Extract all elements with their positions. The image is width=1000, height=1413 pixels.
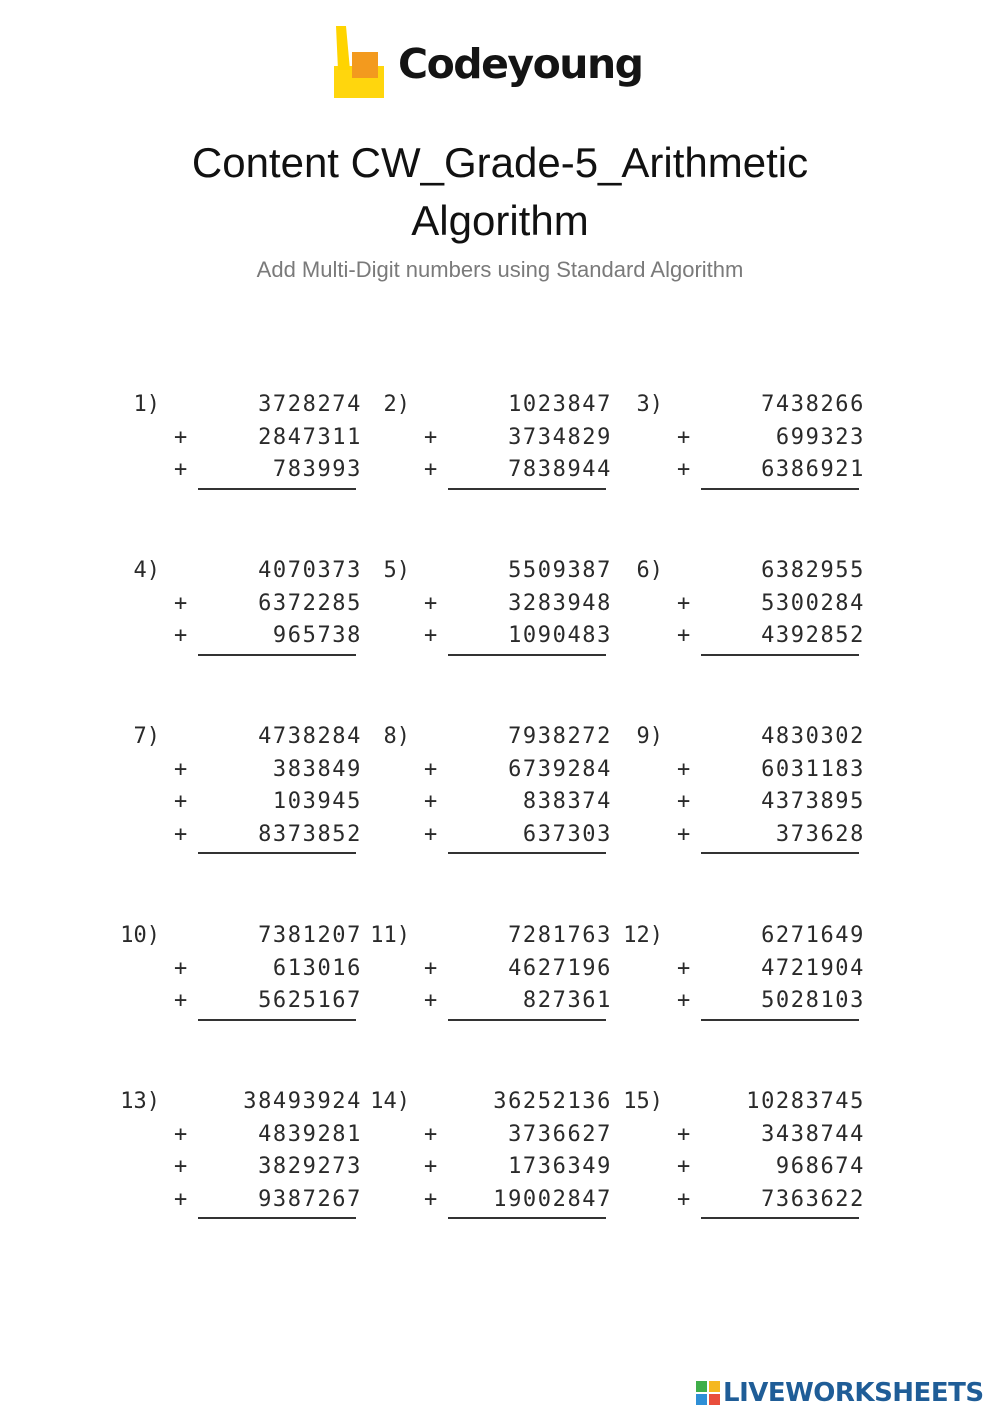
sum-line: [448, 1019, 606, 1021]
addend-value: 7363622: [761, 1186, 865, 1212]
problem-number: 11): [370, 923, 410, 948]
liveworksheets-footer: [696, 1375, 984, 1411]
plus-sign: +: [677, 821, 691, 847]
addend-value: 7938272: [508, 724, 612, 749]
plus-sign: +: [677, 1121, 691, 1147]
addend-value: 5028103: [761, 988, 865, 1013]
addend-row: [633, 1184, 873, 1217]
addend-row: [380, 588, 620, 621]
addend-value: 6372285: [258, 590, 362, 616]
addend-value: 6386921: [761, 457, 865, 482]
plus-sign: +: [174, 789, 188, 814]
problem-10: [120, 920, 370, 1018]
addend-row: [633, 953, 873, 986]
problem-5: [380, 555, 620, 653]
addend-value: 6739284: [508, 756, 612, 782]
plus-sign: +: [424, 1186, 438, 1212]
problem-number: 15): [623, 1089, 663, 1114]
plus-sign: +: [174, 590, 188, 616]
problem-13: [120, 1086, 370, 1216]
addend-value: 1736349: [508, 1154, 612, 1179]
addend-row: [380, 953, 620, 986]
addend-value: 4627196: [508, 955, 612, 981]
problem-number: 9): [636, 724, 663, 749]
addend-row: [130, 953, 370, 986]
problem-number: 4): [133, 558, 160, 583]
addend-row: [130, 1119, 370, 1152]
plus-sign: +: [174, 457, 188, 482]
page-subtitle: Add Multi-Digit numbers using Standard Algorithm: [256, 257, 744, 282]
sum-line: [701, 852, 859, 854]
addend-value: 968674: [775, 1154, 865, 1179]
addend-row: [380, 985, 620, 1018]
addend-value: 373628: [775, 821, 865, 847]
addend-row: [633, 588, 873, 621]
problem-number: 12): [623, 923, 663, 948]
problem-12: [623, 920, 873, 1018]
plus-sign: +: [424, 623, 438, 648]
addend-row: [380, 819, 620, 852]
addend-row: [130, 819, 370, 852]
problem-number: 7): [133, 724, 160, 749]
problem-14: [370, 1086, 620, 1216]
problem-6: [633, 555, 873, 653]
plus-sign: +: [424, 1121, 438, 1147]
addend-row: [633, 985, 873, 1018]
addend-value: 827361: [522, 988, 612, 1013]
plus-sign: +: [677, 590, 691, 616]
problem-8: [380, 721, 620, 851]
plus-sign: +: [424, 756, 438, 782]
addend-row: [380, 555, 620, 588]
addend-row: [130, 454, 370, 487]
plus-sign: +: [174, 955, 188, 981]
addend-row: [130, 1184, 370, 1217]
addend-value: 7281763: [508, 923, 612, 948]
addend-value: 4070373: [258, 558, 362, 583]
problem-15: [623, 1086, 873, 1216]
addend-value: 36252136: [493, 1089, 612, 1114]
addend-value: 8373852: [258, 821, 362, 847]
addend-row: [130, 985, 370, 1018]
plus-sign: +: [174, 1121, 188, 1147]
sum-line: [701, 488, 859, 490]
sum-line: [198, 1217, 356, 1219]
addend-value: 7838944: [508, 457, 612, 482]
addend-value: 838374: [522, 789, 612, 814]
plus-sign: +: [424, 988, 438, 1013]
sum-line: [198, 852, 356, 854]
addend-value: 3734829: [508, 424, 612, 450]
plus-sign: +: [174, 756, 188, 782]
brand-name: Codeyoung: [398, 40, 643, 88]
addend-value: 6382955: [761, 558, 865, 583]
problem-4: [130, 555, 370, 653]
addend-value: 613016: [272, 955, 362, 981]
sum-line: [701, 1217, 859, 1219]
problem-number: 2): [383, 392, 410, 417]
plus-sign: +: [424, 1154, 438, 1179]
problem-number: 8): [383, 724, 410, 749]
problem-7: [130, 721, 370, 851]
problem-number: 3): [636, 392, 663, 417]
addend-value: 9387267: [258, 1186, 362, 1212]
sum-line: [448, 852, 606, 854]
addend-row: [380, 422, 620, 455]
plus-sign: +: [677, 1154, 691, 1179]
addend-row: [633, 422, 873, 455]
addend-value: 965738: [272, 623, 362, 648]
addend-row: [380, 389, 620, 422]
addend-value: 5300284: [761, 590, 865, 616]
problem-number: 1): [133, 392, 160, 417]
addend-row: [130, 389, 370, 422]
sum-line: [448, 654, 606, 656]
plus-sign: +: [677, 1186, 691, 1212]
addend-row: [633, 1086, 873, 1119]
sum-line: [448, 488, 606, 490]
problem-11: [370, 920, 620, 1018]
plus-sign: +: [677, 988, 691, 1013]
addend-row: [380, 920, 620, 953]
problem-2: [380, 389, 620, 487]
addend-row: [633, 819, 873, 852]
addend-value: 4830302: [761, 724, 865, 749]
plus-sign: +: [677, 424, 691, 450]
sum-line: [701, 654, 859, 656]
addend-row: [380, 754, 620, 787]
plus-sign: +: [174, 1186, 188, 1212]
addend-row: [130, 620, 370, 653]
addend-row: [130, 422, 370, 455]
addend-value: 783993: [272, 457, 362, 482]
addend-row: [130, 721, 370, 754]
plus-sign: +: [677, 623, 691, 648]
plus-sign: +: [677, 756, 691, 782]
addend-value: 5625167: [258, 988, 362, 1013]
problem-number: 13): [120, 1089, 160, 1114]
addend-row: [633, 754, 873, 787]
plus-sign: +: [424, 955, 438, 981]
plus-sign: +: [424, 789, 438, 814]
addend-value: 699323: [775, 424, 865, 450]
plus-sign: +: [424, 424, 438, 450]
addend-value: 4738284: [258, 724, 362, 749]
addend-value: 5509387: [508, 558, 612, 583]
sum-line: [198, 1019, 356, 1021]
addend-row: [633, 1151, 873, 1184]
addend-row: [380, 1119, 620, 1152]
addend-row: [380, 721, 620, 754]
addend-value: 10283745: [746, 1089, 865, 1114]
plus-sign: +: [424, 821, 438, 847]
addend-value: 6271649: [761, 923, 865, 948]
title-line-1: Content CW_Grade-5_Arithmetic: [191, 139, 809, 186]
plus-sign: +: [424, 457, 438, 482]
addend-value: 4373895: [761, 789, 865, 814]
plus-sign: +: [174, 988, 188, 1013]
addend-value: 7438266: [761, 392, 865, 417]
addend-value: 2847311: [258, 424, 362, 450]
plus-sign: +: [677, 955, 691, 981]
addend-row: [633, 1119, 873, 1152]
problem-number: 5): [383, 558, 410, 583]
addend-value: 3829273: [258, 1154, 362, 1179]
plus-sign: +: [174, 821, 188, 847]
liveworksheets-logo-icon: [696, 1381, 720, 1405]
addend-row: [380, 1184, 620, 1217]
addend-row: [130, 1151, 370, 1184]
addend-row: [130, 754, 370, 787]
problem-3: [633, 389, 873, 487]
addend-row: [380, 620, 620, 653]
addend-value: 1090483: [508, 623, 612, 648]
addend-value: 4839281: [258, 1121, 362, 1147]
addend-value: 4721904: [761, 955, 865, 981]
addend-value: 383849: [272, 756, 362, 782]
addend-row: [130, 1086, 370, 1119]
addend-value: 4392852: [761, 623, 865, 648]
sum-line: [701, 1019, 859, 1021]
addend-row: [633, 620, 873, 653]
footer-brand-text: LIVEWORKSHEETS: [723, 1378, 984, 1408]
addend-row: [130, 920, 370, 953]
addend-value: 103945: [272, 789, 362, 814]
addend-value: 3736627: [508, 1121, 612, 1147]
addend-row: [130, 588, 370, 621]
sum-line: [198, 488, 356, 490]
sum-line: [198, 654, 356, 656]
addend-row: [130, 555, 370, 588]
addend-value: 3438744: [761, 1121, 865, 1147]
addend-value: 19002847: [493, 1186, 612, 1212]
addend-row: [633, 555, 873, 588]
addend-value: 6031183: [761, 756, 865, 782]
problem-1: [130, 389, 370, 487]
addend-value: 1023847: [508, 392, 612, 417]
addend-row: [633, 920, 873, 953]
addend-row: [380, 786, 620, 819]
addend-row: [633, 389, 873, 422]
problem-number: 6): [636, 558, 663, 583]
addend-row: [380, 454, 620, 487]
addend-value: 7381207: [258, 923, 362, 948]
plus-sign: +: [424, 590, 438, 616]
addend-row: [633, 454, 873, 487]
addend-value: 637303: [522, 821, 612, 847]
addend-row: [633, 786, 873, 819]
plus-sign: +: [174, 424, 188, 450]
addend-row: [130, 786, 370, 819]
addend-row: [380, 1151, 620, 1184]
addend-value: 38493924: [243, 1089, 362, 1114]
addend-value: 3283948: [508, 590, 612, 616]
plus-sign: +: [174, 1154, 188, 1179]
addend-row: [380, 1086, 620, 1119]
plus-sign: +: [677, 457, 691, 482]
title-line-2: Algorithm: [411, 197, 589, 244]
plus-sign: +: [174, 623, 188, 648]
problem-number: 10): [120, 923, 160, 948]
addend-value: 3728274: [258, 392, 362, 417]
addend-row: [633, 721, 873, 754]
sum-line: [448, 1217, 606, 1219]
plus-sign: +: [677, 789, 691, 814]
problem-number: 14): [370, 1089, 410, 1114]
problem-9: [633, 721, 873, 851]
